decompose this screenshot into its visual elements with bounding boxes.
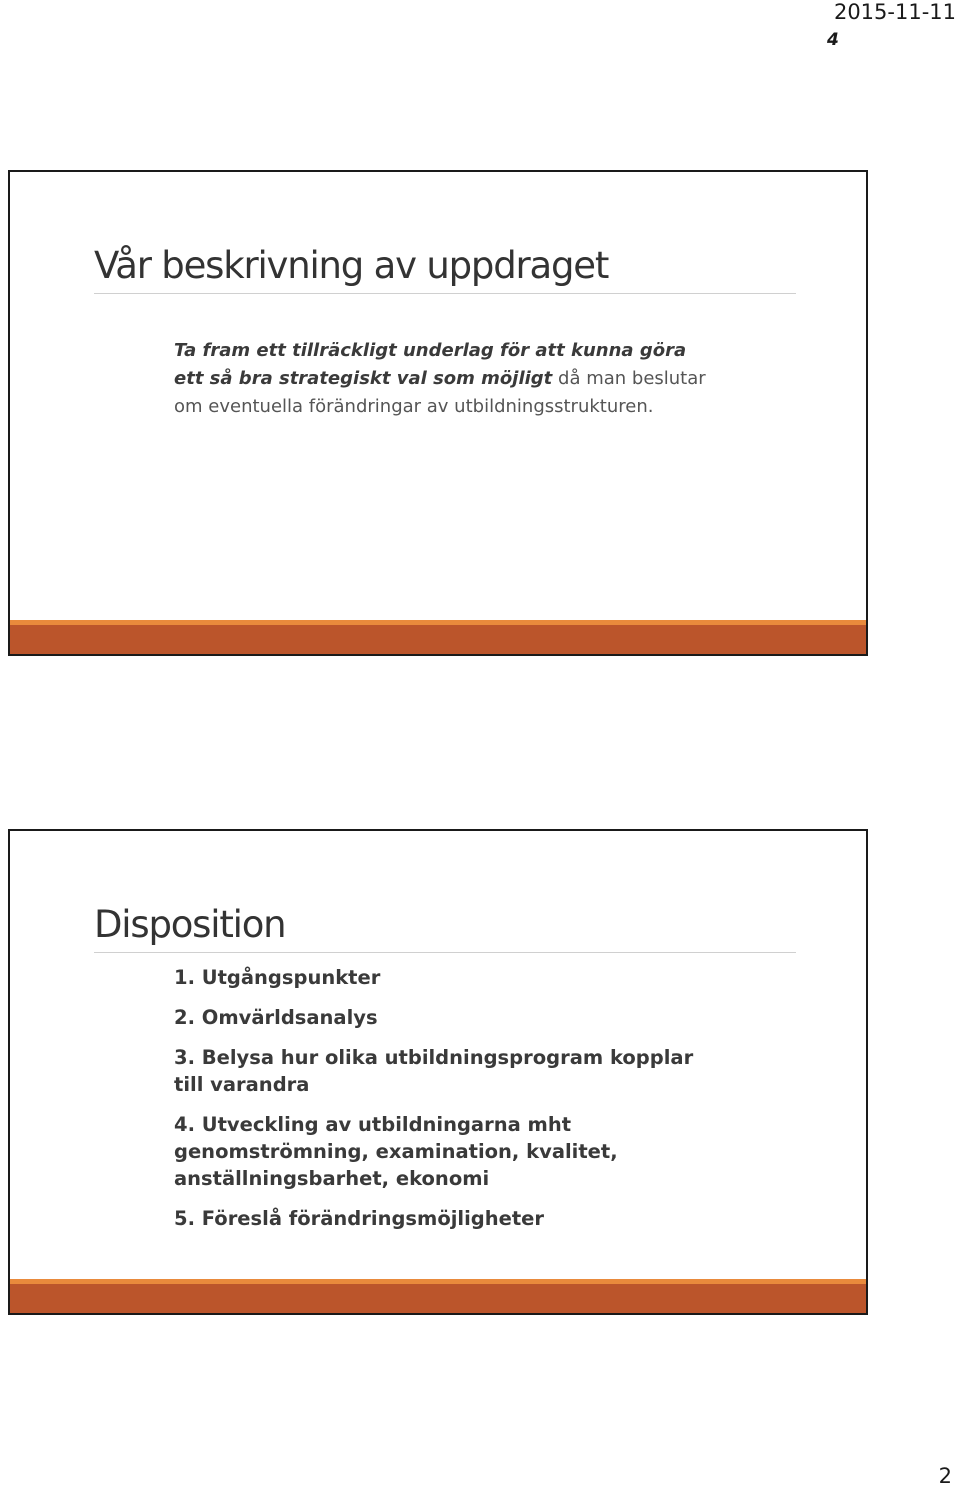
slide-body-text <box>174 337 716 421</box>
slide-footer-band <box>10 1279 866 1313</box>
slide-title: Disposition <box>94 903 286 946</box>
slide-number: 4 <box>827 30 839 50</box>
title-divider <box>94 293 796 294</box>
title-divider <box>94 952 796 953</box>
list-item: 5. Föreslå förändringsmöjligheter <box>174 1207 545 1230</box>
body-text: då man beslutar om eventuella förändringar av utbildningsstrukturen. <box>174 368 706 417</box>
slide-disposition <box>8 829 868 1315</box>
list-item: 3. Belysa hur olika utbildningsprogram kopplar till varandra <box>174 1046 694 1096</box>
slide-uppdraget <box>8 170 868 656</box>
list-item: 4. Utveckling av utbildningarna mht genomströmning, examination, kvalitet, anställningsbarhet, ekonomi <box>174 1113 618 1190</box>
emphasized-text: Ta fram ett tillräckligt underlag för att kunna göra ett så bra strategiskt val som möjligt <box>174 340 687 389</box>
page-number: 2 <box>938 1464 952 1488</box>
list-item: 2. Omvärldsanalys <box>174 1006 378 1029</box>
page-date: 2015-11-11 <box>833 0 956 24</box>
disposition-list <box>174 964 716 1245</box>
slide-title: Vår beskrivning av uppdraget <box>94 244 609 287</box>
slide-footer-band <box>10 620 866 654</box>
list-item: 1. Utgångspunkter <box>174 966 381 989</box>
